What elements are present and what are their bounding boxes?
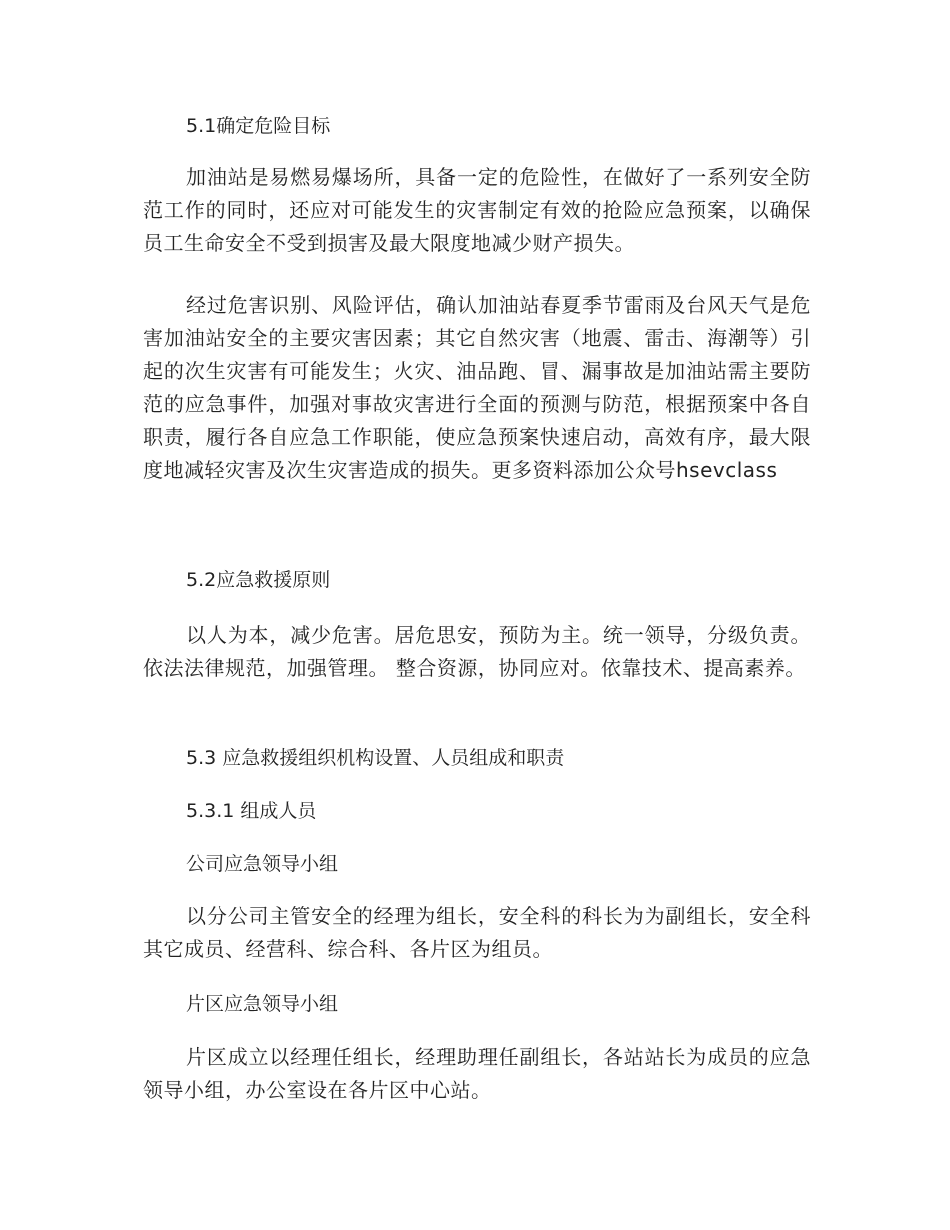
section-heading-5-3: 5.3 应急救援组织机构设置、人员组成和职责 — [186, 747, 565, 769]
company-group-heading: 公司应急领导小组 — [186, 853, 339, 875]
area-group-heading: 片区应急领导小组 — [186, 993, 339, 1015]
section-heading-5-2: 5.2应急救援原则 — [186, 569, 331, 591]
paragraph-hazard-identification: 经过危害识别、风险评估，确认加油站春夏季节雷雨及台风天气是危害加油站安全的主要灾害因素；其它自然灾害（地震、雷击、海潮等）引起的次生灾害有可能发生；火灾、油品跑、冒、漏事故是加油站需主要防范的应急事件，加强对事故灾害进行全面的预测与防范，根据预案中各自职责，履行各自应急工作职能，使应急预案快速启动，高效有序，最大限度地减轻灾害及次生灾害造成的损失。更多资料添加公众号hsevclass — [143, 293, 811, 482]
paragraph-rescue-principles: 以人为本，减少危害。居危思安，预防为主。统一领导，分级负责。依法法律规范，加强管理。 整合资源，协同应对。依靠技术、提高素养。 — [143, 623, 811, 680]
paragraph-area-group-members: 片区成立以经理任组长，经理助理任副组长，各站站长为成员的应急领导小组，办公室设在各片区中心站。 — [143, 1045, 811, 1102]
section-heading-5-3-1: 5.3.1 组成人员 — [186, 800, 317, 822]
section-heading-5-1: 5.1确定危险目标 — [186, 115, 331, 137]
paragraph-danger-target-intro: 加油站是易燃易爆场所，具备一定的危险性，在做好了一系列安全防范工作的同时，还应对可能发生的灾害制定有效的抢险应急预案，以确保员工生命安全不受到损害及最大限度地减少财产损失。 — [143, 165, 811, 255]
paragraph-company-group-members: 以分公司主管安全的经理为组长，安全科的科长为为副组长，安全科其它成员、经营科、综合科、各片区为组员。 — [143, 904, 811, 961]
